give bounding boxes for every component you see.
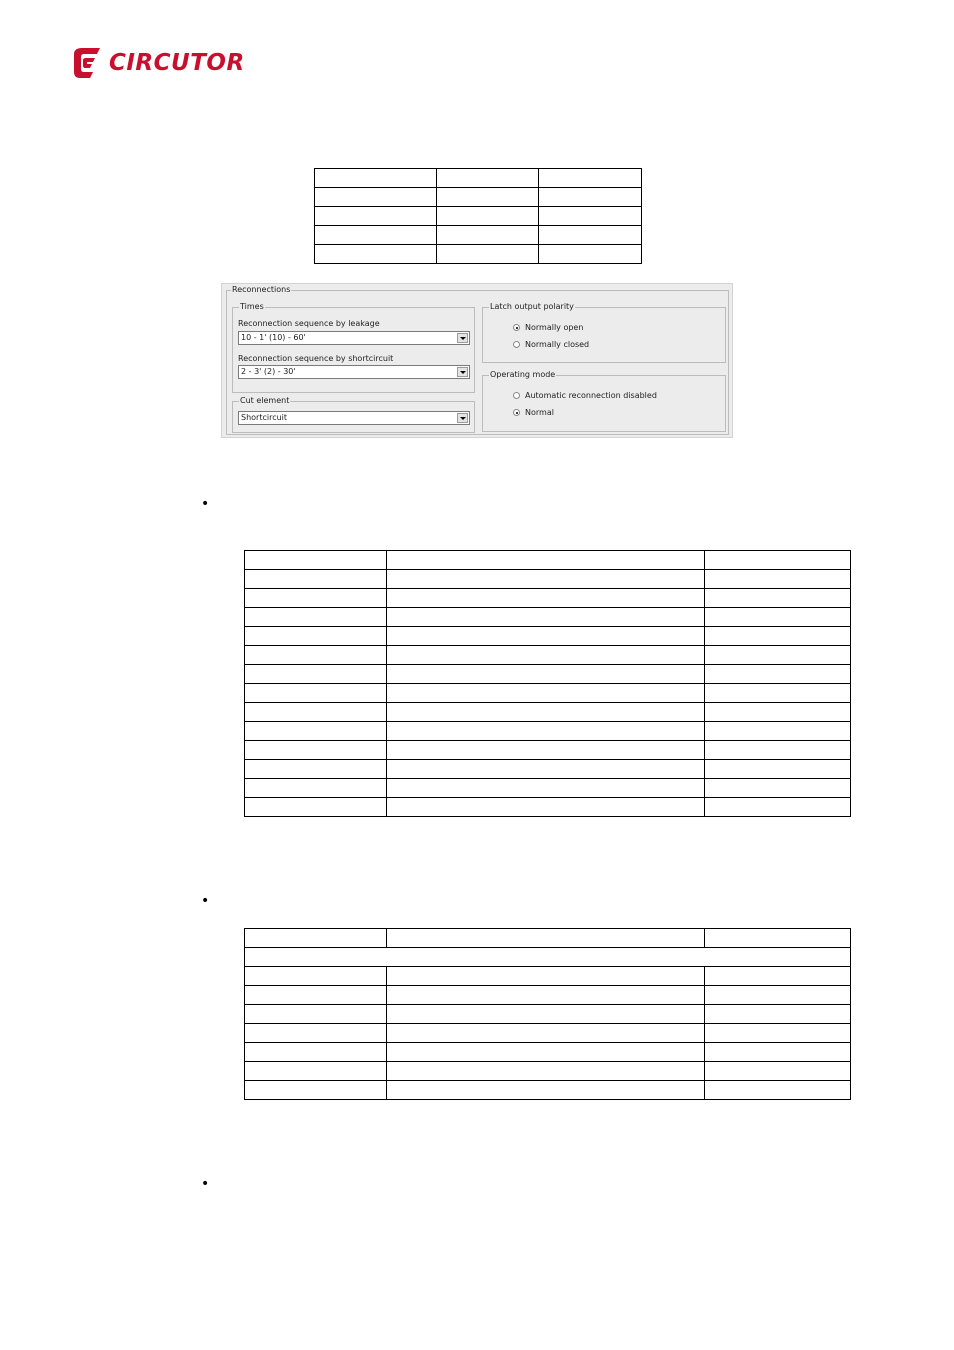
dropdown-arrow-icon[interactable] <box>457 367 468 377</box>
table-3 <box>244 928 851 1100</box>
table-row <box>245 684 851 703</box>
table-row <box>245 1005 851 1024</box>
leakage-sequence-select[interactable] <box>238 331 470 345</box>
table-row <box>315 245 642 264</box>
radio-normally-open-label: Normally open <box>525 323 584 332</box>
radio-normally-open[interactable] <box>513 323 583 332</box>
table-row <box>245 929 851 948</box>
table-1 <box>314 168 642 264</box>
operating-mode-group <box>482 370 726 432</box>
times-group <box>232 302 475 393</box>
radio-auto-reconnection-disabled-label: Automatic reconnection disabled <box>525 391 657 400</box>
table-row <box>245 948 851 967</box>
table-row <box>245 741 851 760</box>
radio-icon[interactable] <box>513 324 520 331</box>
cut-element-group <box>232 396 475 433</box>
table-row <box>245 798 851 817</box>
table-2 <box>244 550 851 817</box>
operating-mode-label: Operating mode <box>490 370 556 379</box>
table-row <box>245 608 851 627</box>
radio-auto-reconnection-disabled[interactable] <box>513 391 657 400</box>
reconnections-group <box>226 285 729 435</box>
table-row <box>245 760 851 779</box>
cut-element-label: Cut element <box>240 396 290 405</box>
bullet-icon: • <box>201 496 210 512</box>
cut-element-value: Shortcircuit <box>241 413 288 422</box>
table-row <box>315 169 642 188</box>
brand-logo <box>73 46 245 80</box>
shortcircuit-sequence-value: 2 - 3' (2) - 30' <box>241 367 296 376</box>
reconnections-dialog <box>221 283 733 438</box>
radio-normal-label: Normal <box>525 408 554 417</box>
table-row <box>245 1024 851 1043</box>
shortcircuit-sequence-select[interactable] <box>238 365 470 379</box>
table-row <box>245 722 851 741</box>
table-row <box>245 1043 851 1062</box>
table-row <box>245 570 851 589</box>
table-row <box>315 207 642 226</box>
table-row <box>315 226 642 245</box>
table-row <box>245 1062 851 1081</box>
reconnections-title: Reconnections <box>232 285 291 294</box>
radio-icon[interactable] <box>513 409 520 416</box>
radio-icon[interactable] <box>513 341 520 348</box>
table-row <box>315 188 642 207</box>
radio-icon[interactable] <box>513 392 520 399</box>
table-row <box>245 1081 851 1100</box>
radio-normal[interactable] <box>513 408 554 417</box>
times-label: Times <box>240 302 264 311</box>
cut-element-select[interactable] <box>238 411 470 425</box>
brand-name: CIRCUTOR <box>109 50 245 76</box>
dropdown-arrow-icon[interactable] <box>457 413 468 423</box>
table-row <box>245 627 851 646</box>
bullet-icon: • <box>201 893 210 909</box>
latch-polarity-label: Latch output polarity <box>490 302 574 311</box>
table-row <box>245 967 851 986</box>
shortcircuit-sequence-label: Reconnection sequence by shortcircuit <box>238 354 394 363</box>
dropdown-arrow-icon[interactable] <box>457 333 468 343</box>
table-row <box>245 646 851 665</box>
table-row <box>245 703 851 722</box>
bullet-icon: • <box>201 1176 210 1192</box>
table-row <box>245 779 851 798</box>
circutor-logo-icon <box>73 46 105 80</box>
radio-normally-closed-label: Normally closed <box>525 340 590 349</box>
table-row <box>245 986 851 1005</box>
radio-normally-closed[interactable] <box>513 340 589 349</box>
latch-polarity-group <box>482 302 726 363</box>
leakage-sequence-value: 10 - 1' (10) - 60' <box>241 333 306 342</box>
table-row <box>245 665 851 684</box>
leakage-sequence-label: Reconnection sequence by leakage <box>238 319 380 328</box>
table-row <box>245 551 851 570</box>
table-row <box>245 589 851 608</box>
